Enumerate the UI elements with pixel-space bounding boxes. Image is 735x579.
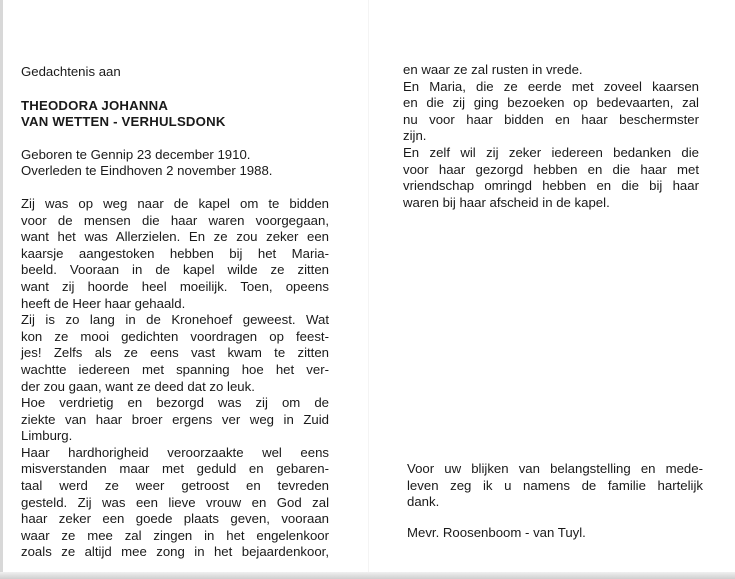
- text-line: jes! Zelfs als ze eens vast kwam te zitten: [21, 345, 329, 361]
- thank-you-note: [407, 461, 703, 511]
- text-line: kaarsje aangestoken hebben bij het Maria-: [21, 245, 329, 261]
- text-line: heeft de Heer haar gehaald.: [21, 295, 186, 311]
- thanks-line: dank.: [407, 494, 440, 510]
- name-line: VAN WETTEN - VERHULSDONK: [21, 114, 226, 130]
- name-line: THEODORA JOHANNA: [21, 97, 169, 113]
- text-line: wachtte iedereen met spanning hoe het ver-: [21, 361, 329, 377]
- text-line: Zij is zo lang in de Kronehoef geweest. Wat: [21, 312, 329, 328]
- text-line: En Maria, die ze eerde met zoveel kaarsen: [403, 78, 699, 94]
- text-line: Haar hardhorigheid veroorzaakte wel eens: [21, 444, 329, 460]
- text-line: zijn.: [403, 128, 427, 144]
- text-line: voor de mensen die haar waren voorgegaan,: [21, 212, 329, 228]
- text-line: misverstanden maar met geduld en gebaren-: [21, 461, 329, 477]
- deceased-name: [21, 98, 329, 131]
- text-line: En zelf wil zij zeker iedereen bedanken die: [403, 144, 699, 160]
- text-line: want zij hoorde heel moeilijk. Toen, opeens: [21, 278, 329, 294]
- text-line: ziekte van haar broer ergens ver weg in Zuid: [21, 411, 329, 427]
- text-line: vriendschap omringd hebben en die bij haar: [403, 178, 699, 194]
- text-line: beeld. Vooraan in de kapel wilde ze zitten: [21, 262, 329, 278]
- text-line: voor haar gezorgd hebben en die haar met: [403, 161, 699, 177]
- text-line: waren bij haar afscheid in de kapel.: [403, 194, 610, 210]
- text-line: taal werd ze weer getroost en tevreden: [21, 478, 329, 494]
- text-line: en die zij ging bezoeken op bedevaarten, zal: [403, 95, 699, 111]
- scan-bottom-edge: [0, 572, 735, 579]
- right-text-body: [403, 62, 699, 211]
- card-fold: [368, 0, 369, 572]
- text-line: kon ze mooi gedichten voordragen op feest-: [21, 328, 329, 344]
- text-line: haar zeker een goede plaats geven, vooraan: [21, 511, 329, 527]
- left-column: [21, 64, 329, 561]
- scan-left-edge: [0, 0, 3, 579]
- text-line: zoals ze altijd mee zong in het bejaardenkoor,: [21, 544, 329, 560]
- text-line: Limburg.: [21, 428, 73, 444]
- signature: Mevr. Roosenboom - van Tuyl.: [407, 525, 586, 540]
- intro-text: Gedachtenis aan: [21, 64, 121, 79]
- text-line: want het was Allerzielen. En ze zou zeker een: [21, 229, 329, 245]
- birth-date: Geboren te Gennip 23 december 1910.: [21, 146, 251, 162]
- death-date: Overleden te Eindhoven 2 november 1988.: [21, 163, 273, 179]
- text-line: waar ze mee zal zingen in het engelenkoor: [21, 527, 329, 543]
- text-line: gesteld. Zij was een lieve vrouw en God zal: [21, 494, 329, 510]
- text-line: Hoe verdrietig en bezorgd was zij om de: [21, 395, 329, 411]
- life-dates: [21, 147, 329, 180]
- left-text-body: [21, 196, 329, 561]
- text-line: en waar ze zal rusten in vrede.: [403, 62, 583, 77]
- thanks-line: Voor uw blijken van belangstelling en mede-: [407, 461, 703, 476]
- text-line: der zou gaan, want ze deed dat zo leuk.: [21, 378, 255, 394]
- text-line: nu voor haar bidden en haar beschermster: [403, 111, 699, 127]
- text-line: Zij was op weg naar de kapel om te bidden: [21, 195, 329, 211]
- thanks-line: leven zeg ik u namens de familie hartelijk: [407, 477, 703, 493]
